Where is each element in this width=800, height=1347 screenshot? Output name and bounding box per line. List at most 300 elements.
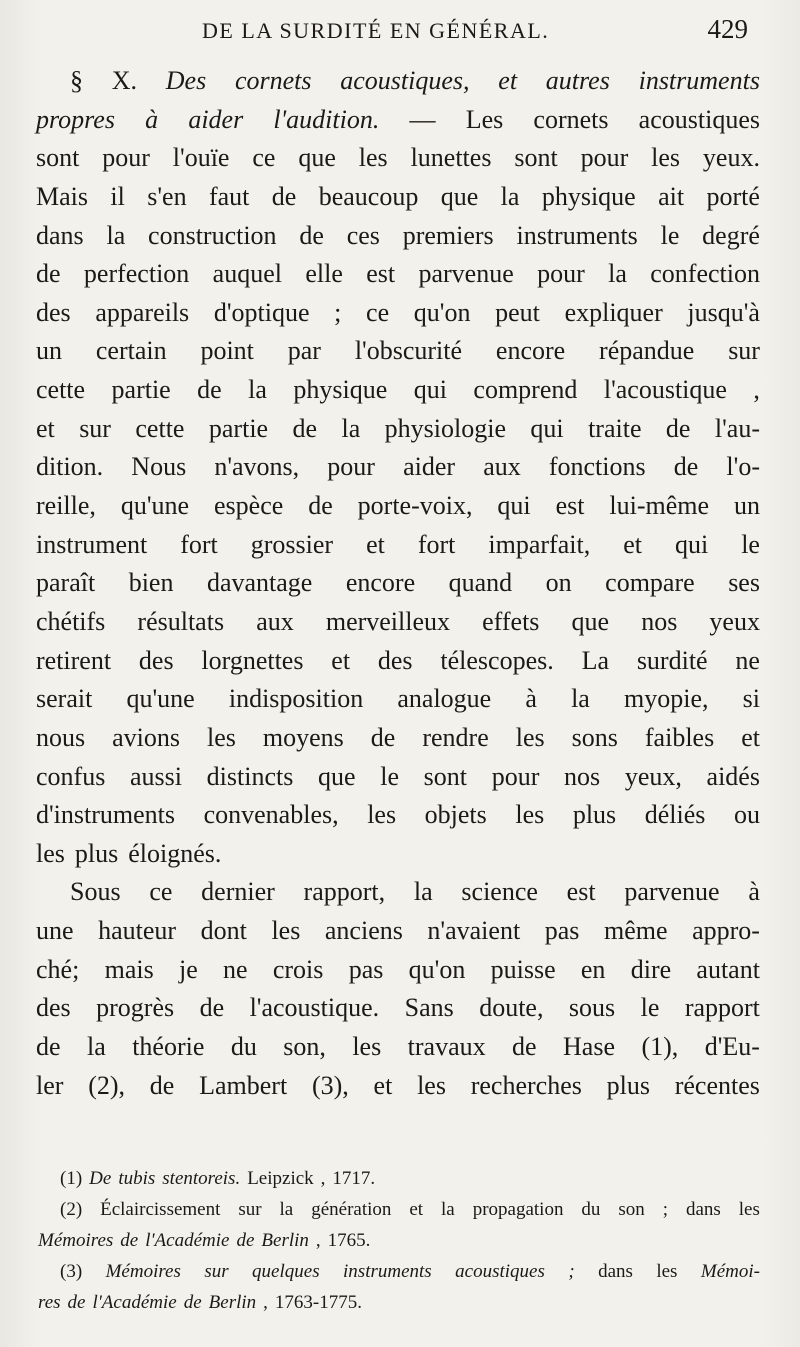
word: on	[545, 568, 572, 598]
word: la	[248, 375, 267, 405]
word: appareils	[95, 297, 190, 327]
word: les	[358, 143, 388, 173]
word: §	[70, 66, 83, 95]
word: 1717.	[332, 1168, 376, 1189]
word: objets	[424, 800, 487, 830]
word: ;	[568, 1261, 575, 1282]
word: que	[440, 181, 479, 211]
word: l'Académie	[145, 1230, 230, 1251]
text-line	[36, 294, 760, 333]
word: acoustiques	[638, 104, 760, 134]
word: aider	[403, 452, 456, 482]
word: pour	[102, 143, 150, 173]
word: que	[571, 606, 610, 636]
word: confection	[650, 259, 760, 289]
word: ce	[149, 877, 173, 907]
word: rapport,	[303, 877, 386, 907]
word: les	[656, 1261, 678, 1282]
word: ,	[320, 1168, 326, 1189]
word: fort	[180, 529, 218, 559]
text-line	[36, 101, 760, 140]
word: puisse	[490, 954, 556, 984]
word: analogue	[397, 684, 492, 714]
word: ne	[735, 645, 760, 675]
footnote-line	[38, 1287, 760, 1318]
word: espèce	[214, 491, 284, 521]
word: (2)	[60, 1199, 83, 1220]
word: ce	[366, 297, 390, 327]
word: aussi	[130, 761, 182, 791]
word: ;	[334, 297, 342, 327]
word: sont	[423, 761, 468, 791]
word: parvenue	[624, 877, 720, 907]
word: qui	[497, 491, 531, 521]
word: de	[673, 452, 699, 482]
word: et	[409, 1199, 424, 1220]
word: progrès	[96, 993, 175, 1023]
word: dans	[36, 220, 84, 250]
word: de	[36, 1032, 61, 1062]
word: Nous	[131, 452, 187, 482]
word: point	[200, 336, 254, 366]
word: ,	[753, 375, 760, 405]
word: quelques	[252, 1261, 320, 1282]
text-line	[36, 1028, 760, 1067]
word: dire	[630, 954, 672, 984]
word: degré	[702, 220, 760, 250]
word: cornets	[533, 104, 609, 134]
text-line	[36, 448, 760, 487]
text-line	[36, 873, 760, 912]
word: la	[608, 259, 627, 289]
word: Sans	[404, 993, 454, 1023]
word: de	[199, 993, 225, 1023]
word: répandue	[599, 336, 695, 366]
word: un	[733, 491, 760, 521]
word: aux	[483, 452, 521, 482]
word: instruments	[343, 1261, 432, 1282]
word: nous	[36, 722, 86, 752]
word: fonctions	[548, 452, 646, 482]
word: Mémoires	[105, 1261, 181, 1282]
word: physiologie	[384, 413, 506, 443]
word: merveilleux	[325, 606, 451, 636]
word: rapport	[684, 993, 760, 1023]
word: de	[370, 722, 396, 752]
word: porte-voix,	[357, 491, 473, 521]
word: reille,	[36, 491, 96, 521]
text-line	[36, 487, 760, 526]
word: son,	[283, 1032, 326, 1062]
word: déliés	[644, 800, 706, 830]
word: de	[308, 491, 333, 521]
word: des	[377, 645, 413, 675]
word: hauteur	[98, 916, 177, 946]
word: génération	[311, 1199, 392, 1220]
word: plus	[74, 838, 119, 868]
page-number: 429	[707, 14, 748, 44]
word: dont	[200, 916, 247, 946]
word: rendre	[422, 722, 489, 752]
word: son	[618, 1199, 645, 1220]
word: instrument	[36, 529, 148, 559]
word: dans	[685, 1199, 721, 1220]
word: qu'on	[413, 297, 471, 327]
word: sont	[36, 143, 80, 173]
word: (3),	[311, 1070, 349, 1100]
word: lorgnettes	[201, 645, 304, 675]
word: cette	[36, 375, 86, 405]
word: à	[525, 684, 537, 714]
word: est	[555, 491, 585, 521]
word: il	[110, 181, 125, 211]
word: et	[366, 529, 385, 559]
word: du	[230, 1032, 257, 1062]
text-line	[36, 796, 760, 835]
word: chétifs	[36, 606, 106, 636]
word: convenables,	[203, 800, 339, 830]
word: pour	[537, 259, 585, 289]
word: (2),	[88, 1070, 126, 1100]
word: acoustiques,	[340, 66, 470, 95]
word: qu'une	[126, 684, 195, 714]
word: La	[581, 645, 609, 675]
word: Des	[165, 66, 207, 95]
word: serait	[36, 684, 93, 714]
word: bien	[128, 568, 174, 598]
word: ler	[36, 1070, 64, 1100]
word: pour	[327, 452, 375, 482]
text-line	[36, 255, 760, 294]
word: porté	[706, 181, 760, 211]
word: indisposition	[228, 684, 364, 714]
word: et	[373, 1070, 393, 1100]
word: autres	[545, 66, 610, 95]
word: de	[120, 1230, 139, 1251]
word: imparfait,	[488, 529, 591, 559]
word: lunettes	[410, 143, 492, 173]
word: de	[271, 181, 297, 211]
word: cette	[135, 413, 185, 443]
text-line	[36, 642, 760, 681]
word: l'acoustique.	[249, 993, 380, 1023]
word: X.	[111, 66, 138, 95]
word: Berlin	[261, 1230, 309, 1251]
word: le	[741, 529, 760, 559]
word: en	[580, 954, 606, 984]
word: sur	[204, 1261, 229, 1282]
text-line	[36, 719, 760, 758]
word: s'en	[147, 181, 187, 211]
word: Mais	[36, 181, 88, 211]
text-line	[36, 217, 760, 256]
word: pas	[544, 916, 580, 946]
word: l'au-	[714, 413, 760, 443]
word: les	[271, 916, 301, 946]
word: 1763-1775.	[274, 1292, 362, 1313]
word: travaux	[407, 1032, 486, 1062]
word: l'ouïe	[172, 143, 230, 173]
text-line	[36, 1067, 760, 1106]
text-line	[36, 139, 760, 178]
word: n'avaient	[427, 916, 521, 946]
word: de	[67, 1292, 86, 1313]
word: de	[197, 375, 222, 405]
word: construction	[148, 220, 277, 250]
word: sont	[514, 143, 558, 173]
word: beaucoup	[318, 181, 419, 211]
word: plus	[606, 1070, 650, 1100]
text-line	[36, 603, 760, 642]
word: plus	[572, 800, 617, 830]
word: la	[413, 877, 433, 907]
word: ait	[658, 181, 685, 211]
word: Sous	[70, 877, 121, 907]
word: par	[287, 336, 321, 366]
word: je	[178, 954, 198, 984]
word: De	[89, 1168, 112, 1189]
word: ce	[252, 143, 276, 173]
word: le	[660, 220, 680, 250]
word: comprend	[473, 375, 578, 405]
word: qu'on	[408, 954, 466, 984]
word: qu'une	[120, 491, 190, 521]
word: les	[36, 838, 65, 868]
word: elle	[305, 259, 343, 289]
text-line	[36, 564, 760, 603]
word: yeux,	[624, 761, 682, 791]
word: le	[640, 993, 660, 1023]
word: science	[461, 877, 538, 907]
word: à	[748, 877, 760, 907]
word: ,	[315, 1230, 321, 1251]
word: (1),	[641, 1032, 679, 1062]
text-line	[36, 332, 760, 371]
word: Mémoi-	[700, 1261, 760, 1282]
text-line	[36, 526, 760, 565]
word: (3)	[60, 1261, 83, 1282]
word: même	[603, 916, 668, 946]
word: et	[623, 529, 642, 559]
word: résultats	[137, 606, 225, 636]
word: sous	[568, 993, 616, 1023]
text-line	[36, 912, 760, 951]
word: de	[665, 413, 691, 443]
word: de	[292, 413, 318, 443]
word: la	[86, 1032, 106, 1062]
word: est	[566, 877, 596, 907]
word: les	[515, 800, 545, 830]
word: fort	[417, 529, 456, 559]
text-line	[36, 371, 760, 410]
word: davantage	[206, 568, 313, 598]
word: qui	[413, 375, 447, 405]
word: l'acoustique	[603, 375, 727, 405]
page-header	[30, 14, 760, 50]
word: et	[741, 722, 760, 752]
word: une	[36, 916, 74, 946]
word: les	[367, 800, 397, 830]
word: encore	[345, 568, 416, 598]
word: de	[149, 1070, 175, 1100]
word: (1)	[60, 1168, 83, 1189]
word: les	[352, 1032, 382, 1062]
text-line	[36, 178, 760, 217]
word: les	[207, 722, 236, 752]
word: —	[409, 104, 436, 134]
word: propres	[36, 104, 115, 134]
text-line	[36, 758, 760, 797]
word: éloignés.	[128, 838, 222, 868]
word: de	[236, 1230, 255, 1251]
word: Berlin	[208, 1292, 257, 1313]
word: ;	[662, 1199, 668, 1220]
word: du	[581, 1199, 601, 1220]
word: lui-même	[609, 491, 710, 521]
word: crois	[272, 954, 324, 984]
word: instruments	[516, 220, 638, 250]
word: pour	[580, 143, 629, 173]
word: instruments	[638, 66, 760, 95]
word: yeux.	[702, 143, 760, 173]
word: autant	[696, 954, 760, 984]
word: qui	[530, 413, 564, 443]
word: ces	[346, 220, 380, 250]
word: récentes	[674, 1070, 760, 1100]
word: les	[417, 1070, 446, 1100]
word: la	[571, 684, 590, 714]
word: d'Eu-	[704, 1032, 760, 1062]
word: jusqu'à	[687, 297, 760, 327]
word: peut	[495, 297, 540, 327]
word: théorie	[132, 1032, 205, 1062]
word: un	[36, 336, 62, 366]
word: surdité	[636, 645, 708, 675]
word: doute,	[479, 993, 544, 1023]
running-title: DE LA SURDITÉ EN GÉNÉRAL.	[202, 18, 550, 43]
word: ché;	[36, 954, 80, 984]
word: et	[331, 645, 351, 675]
word: des	[36, 993, 71, 1023]
word: dernier	[201, 877, 275, 907]
word: physique	[293, 375, 388, 405]
word: traite	[588, 413, 642, 443]
word: Éclaircissement	[100, 1199, 221, 1220]
word: d'instruments	[36, 800, 176, 830]
word: la	[279, 1199, 294, 1220]
word: acoustiques	[455, 1261, 545, 1282]
word: retirent	[36, 645, 112, 675]
word: pour	[491, 761, 540, 791]
word: parvenue	[418, 259, 514, 289]
word: d'optique	[213, 297, 310, 327]
word: les	[515, 722, 545, 752]
word: faibles	[644, 722, 715, 752]
word: n'avons,	[214, 452, 300, 482]
word: myopie,	[624, 684, 709, 714]
footnote-line	[60, 1163, 760, 1194]
word: moyens	[262, 722, 344, 752]
word: de	[36, 259, 61, 289]
word: partie	[111, 375, 171, 405]
word: partie	[208, 413, 269, 443]
word: encore	[495, 336, 566, 366]
word: des	[36, 297, 71, 327]
word: tubis	[118, 1168, 156, 1189]
word: Lambert	[199, 1070, 288, 1100]
word: paraît	[36, 568, 96, 598]
word: recherches	[470, 1070, 582, 1100]
word: Mémoires	[38, 1230, 114, 1251]
word: l'audition.	[273, 104, 380, 134]
word: Les	[465, 104, 504, 134]
word: certain	[95, 336, 167, 366]
word: dans	[598, 1261, 633, 1282]
word: sons	[571, 722, 618, 752]
footnote-line	[38, 1225, 760, 1256]
word: 1765.	[327, 1230, 371, 1251]
footnote-line	[60, 1194, 760, 1225]
word: res	[38, 1292, 61, 1313]
body-text	[36, 62, 760, 1105]
word: à	[145, 104, 159, 134]
word: que	[298, 143, 336, 173]
word: stentoreis.	[162, 1168, 241, 1189]
word: anciens	[324, 916, 403, 946]
word: de	[512, 1032, 537, 1062]
text-line	[36, 410, 760, 449]
word: aidés	[706, 761, 760, 791]
word: la	[106, 220, 126, 250]
word: dition.	[36, 452, 104, 482]
word: le	[380, 761, 399, 791]
word: nos	[641, 606, 678, 636]
word: et	[498, 66, 518, 95]
text-line	[36, 62, 760, 101]
text-line	[36, 680, 760, 719]
word: aider	[188, 104, 244, 134]
word: ne	[223, 954, 248, 984]
word: l'Académie	[92, 1292, 177, 1313]
footnotes	[38, 1163, 760, 1318]
text-line	[36, 951, 760, 990]
word: les	[738, 1199, 760, 1220]
word: distincts	[206, 761, 294, 791]
word: la	[500, 181, 520, 211]
word: ,	[263, 1292, 268, 1313]
word: auquel	[212, 259, 282, 289]
word: la	[441, 1199, 455, 1220]
word: sur	[728, 336, 760, 366]
word: est	[366, 259, 396, 289]
word: Hase	[563, 1032, 616, 1062]
footnote-line	[60, 1256, 760, 1287]
word: ou	[733, 800, 760, 830]
word: qui	[674, 529, 709, 559]
word: pas	[348, 954, 384, 984]
word: que	[318, 761, 356, 791]
word: aux	[256, 606, 294, 636]
word: compare	[605, 568, 695, 598]
word: de	[299, 220, 324, 250]
word: cornets	[234, 66, 312, 95]
word: quand	[448, 568, 513, 598]
word: grossier	[250, 529, 334, 559]
word: l'obscurité	[354, 336, 463, 366]
word: de	[183, 1292, 202, 1313]
word: sur	[79, 413, 111, 443]
word: nos	[564, 761, 601, 791]
